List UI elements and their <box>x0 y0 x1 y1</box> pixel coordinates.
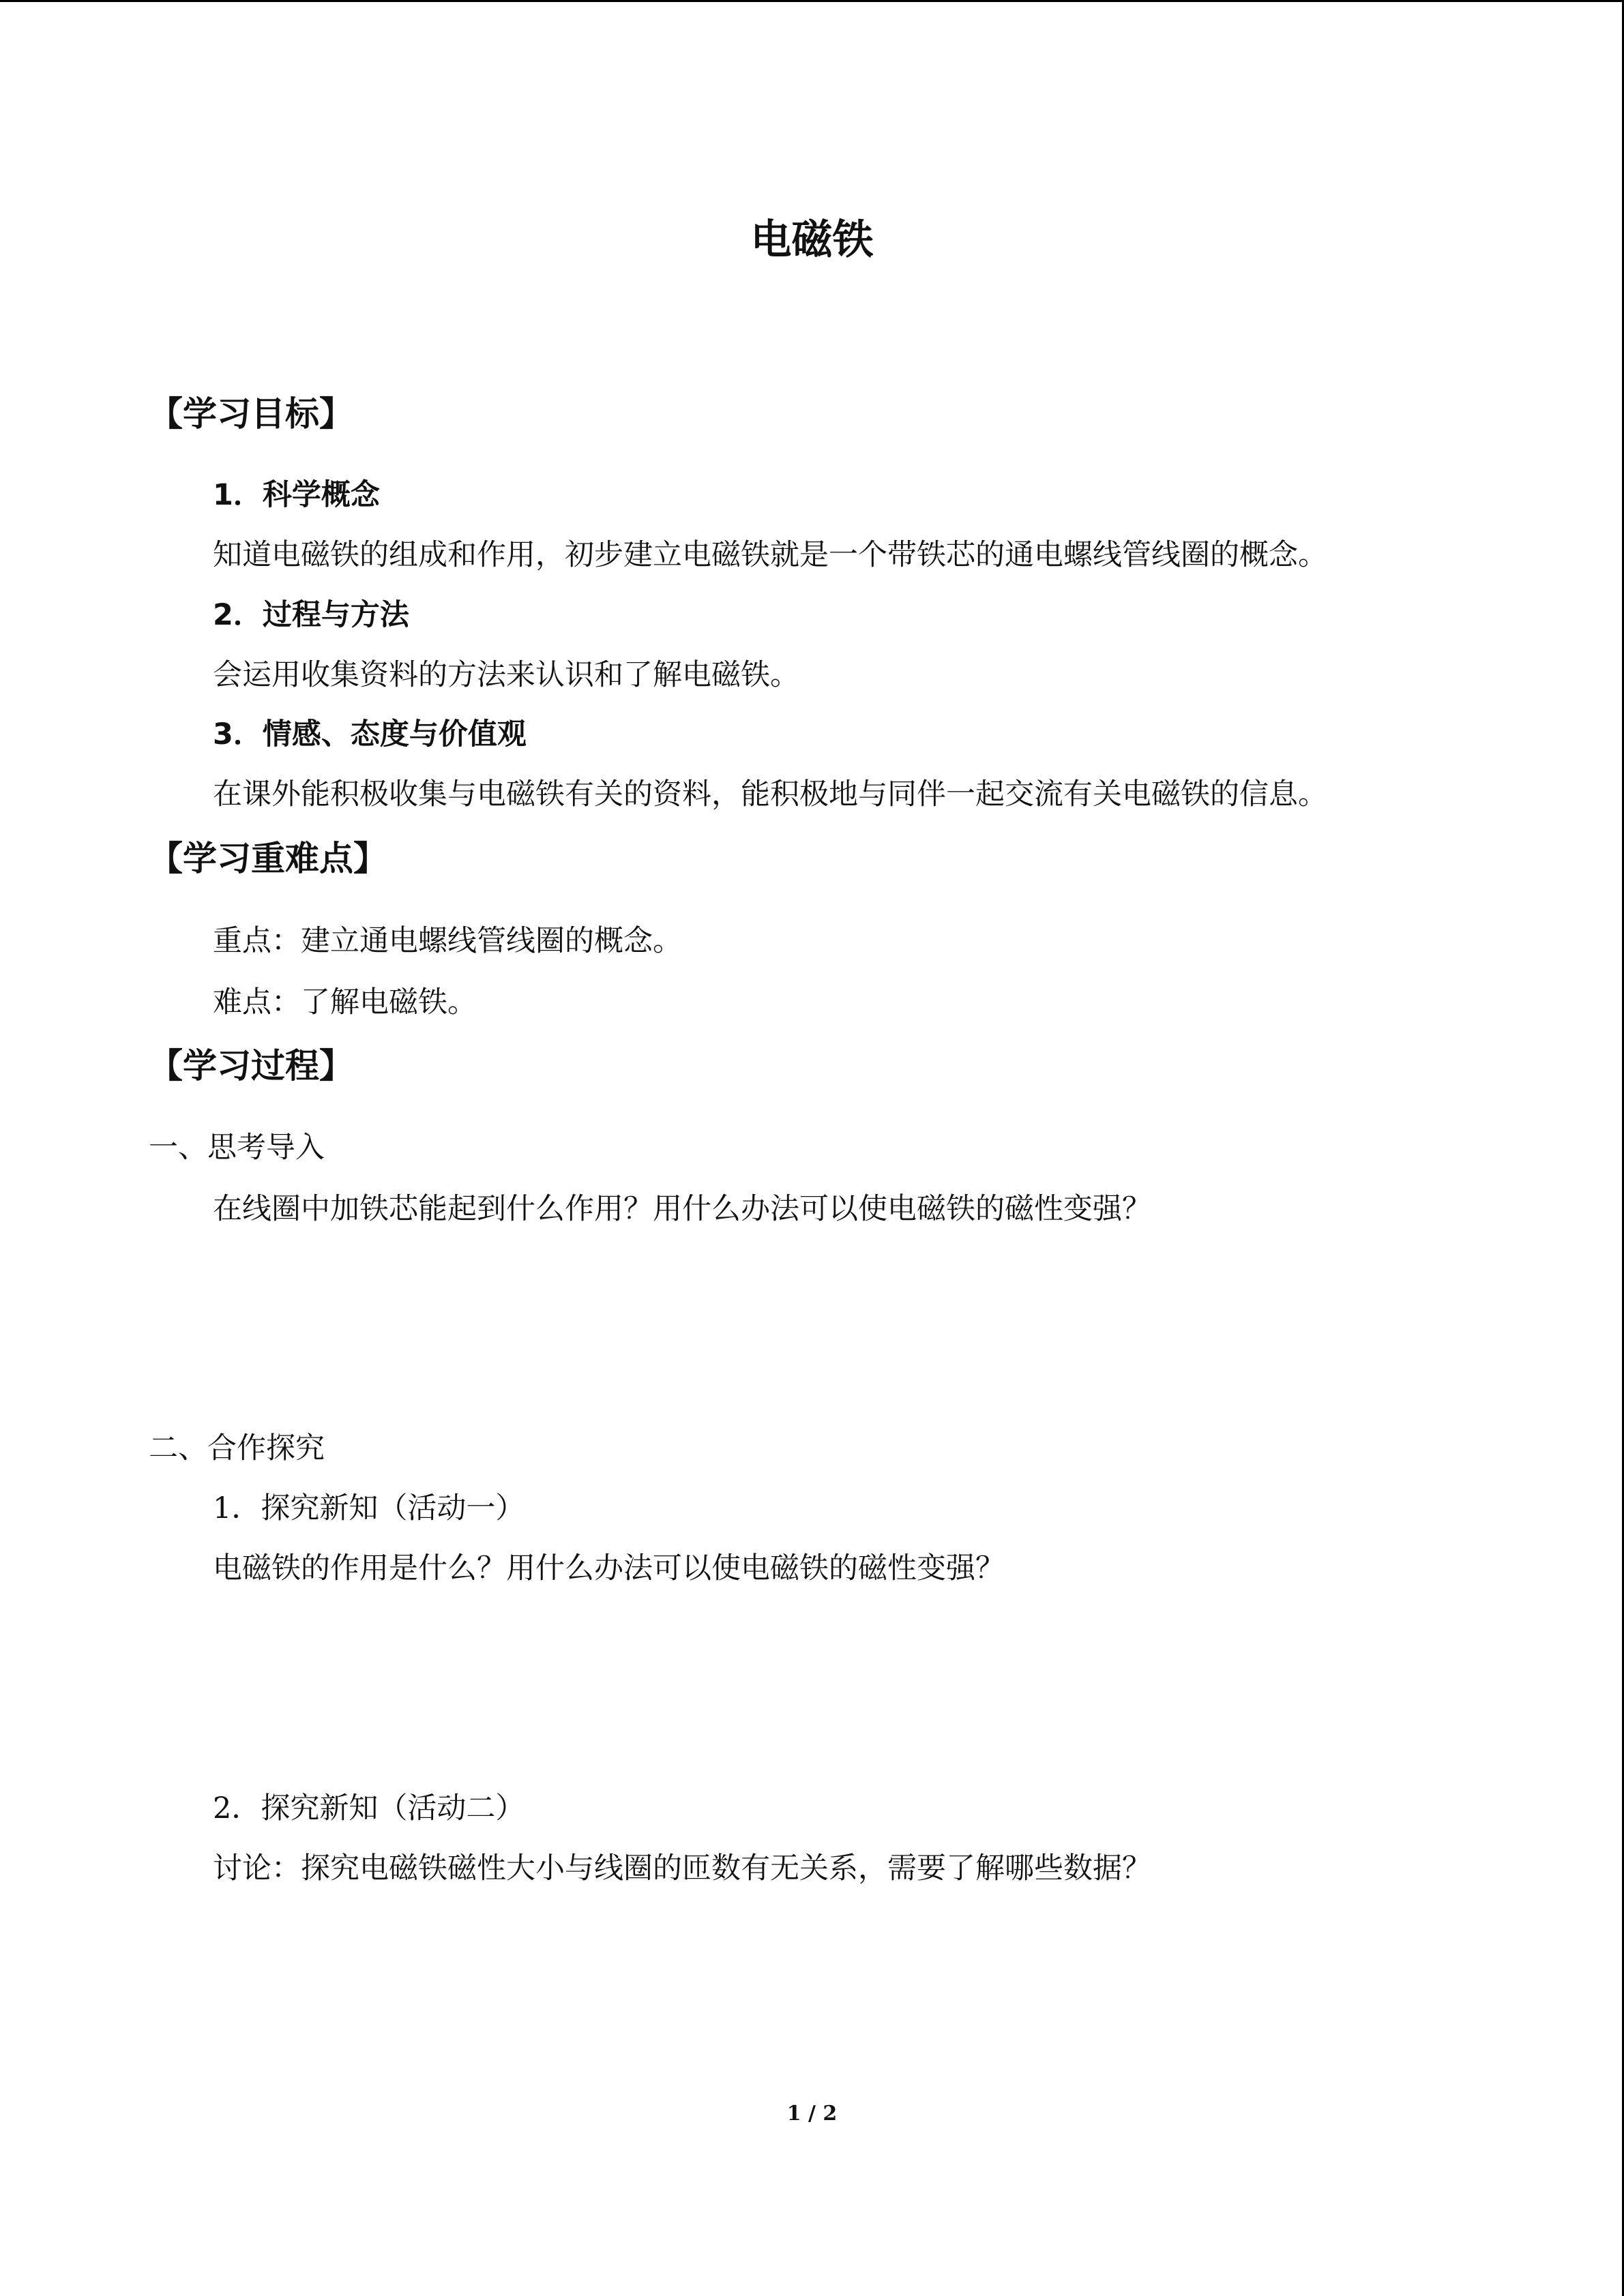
part1-question: 在线圈中加铁芯能起到什么作用？用什么办法可以使电磁铁的磁性变强？ <box>213 1192 1151 1226</box>
page-border-top <box>0 0 1624 2</box>
activity1-label: 1．探究新知（活动一） <box>213 1491 525 1525</box>
difficult-point-text: 难点：了解电磁铁。 <box>213 985 477 1019</box>
objective-text-concept: 知道电磁铁的组成和作用，初步建立电磁铁就是一个带铁芯的通电螺线管线圈的概念。 <box>213 538 1327 572</box>
part2-heading: 二、合作探究 <box>149 1431 325 1465</box>
page-title: 电磁铁 <box>750 216 874 264</box>
key-points-heading: 【学习重难点】 <box>149 839 387 878</box>
process-heading: 【学习过程】 <box>149 1046 353 1086</box>
objective-label-concept: 1．科学概念 <box>213 478 380 512</box>
objectives-heading: 【学习目标】 <box>149 394 353 434</box>
activity1-question: 电磁铁的作用是什么？用什么办法可以使电磁铁的磁性变强？ <box>213 1551 1005 1585</box>
objective-text-attitude: 在课外能积极收集与电磁铁有关的资料，能积极地与同伴一起交流有关电磁铁的信息。 <box>213 777 1327 811</box>
activity2-label: 2．探究新知（活动二） <box>213 1791 525 1825</box>
part1-heading: 一、思考导入 <box>149 1131 325 1165</box>
activity2-question: 讨论：探究电磁铁磁性大小与线圈的匝数有无关系，需要了解哪些数据？ <box>213 1851 1151 1885</box>
objective-label-process: 2．过程与方法 <box>213 598 409 632</box>
page-number: 1 / 2 <box>786 2102 838 2126</box>
objective-label-attitude: 3．情感、态度与价值观 <box>213 717 527 751</box>
key-point-text: 重点：建立通电螺线管线圈的概念。 <box>213 924 682 958</box>
objective-text-process: 会运用收集资料的方法来认识和了解电磁铁。 <box>213 658 799 692</box>
